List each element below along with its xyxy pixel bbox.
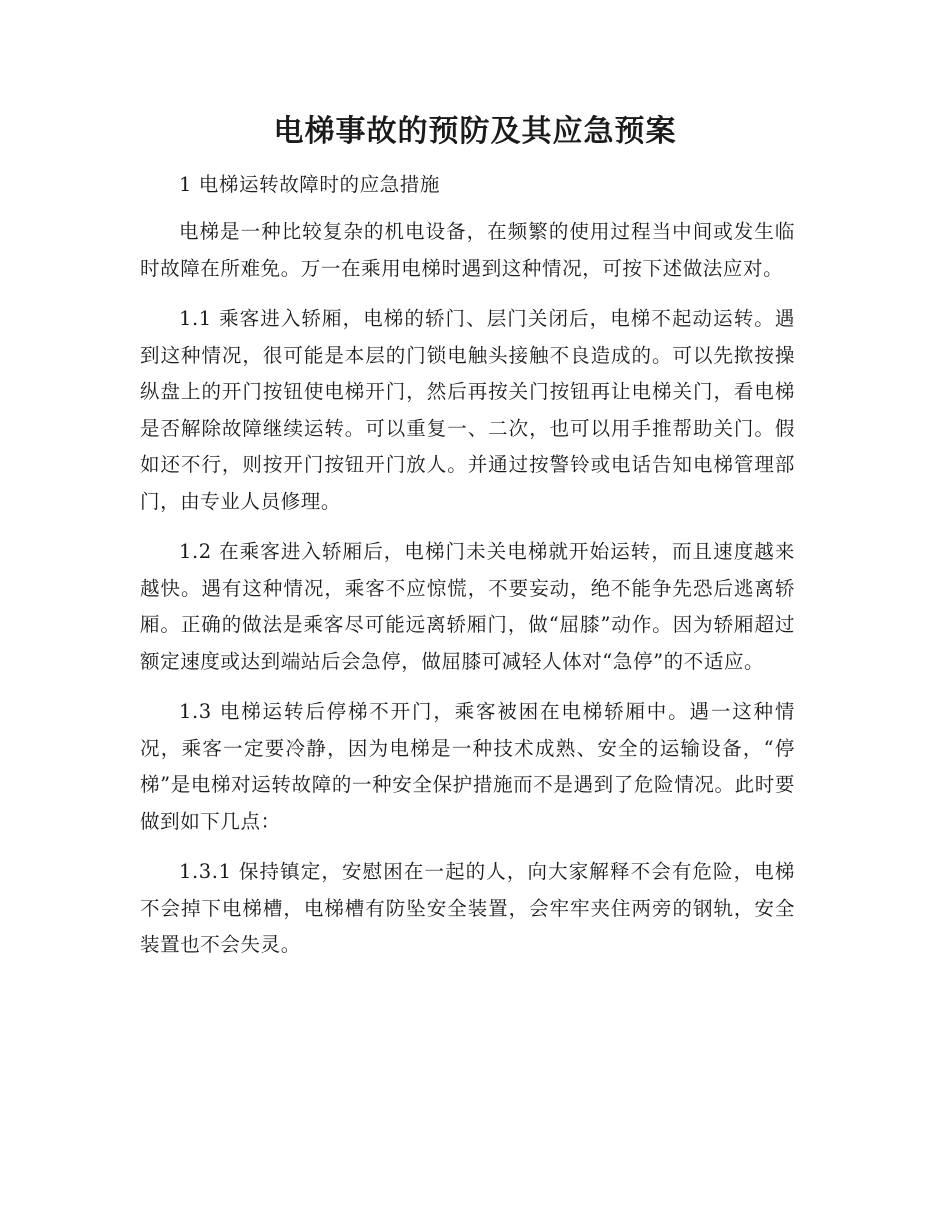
paragraph-intro: 电梯是一种比较复杂的机电设备，在频繁的使用过程当中间或发生临时故障在所难免。万一在乘用电梯时遇到这种情况，可按下述做法应对。 <box>140 220 795 280</box>
paragraph-1-3: 1.3 电梯运转后停梯不开门，乘客被困在电梯轿厢中。遇一这种情况，乘客一定要冷静，因为电梯是一种技术成熟、安全的运输设备，“停梯”是电梯对运转故障的一种安全保护措施而不是遇到了危险情况。此时要做到如下几点： <box>140 700 795 833</box>
paragraph-1-1: 1.1 乘客进入轿厢，电梯的轿门、层门关闭后，电梯不起动运转。遇到这种情况，很可能是本层的门锁电触头接触不良造成的。可以先揿按操纵盘上的开门按钮使电梯开门，然后再按关门按钮再让电梯关门，看电梯是否解除故障继续运转。可以重复一、二次，也可以用手推帮助关门。假如还不行，则按开门按钮开门放人。并通过按警铃或电话告知电梯管理部门，由专业人员修理。 <box>140 307 795 513</box>
document-title: 电梯事故的预防及其应急预案 <box>273 114 677 149</box>
paragraph-1-2: 1.2 在乘客进入轿厢后，电梯门未关电梯就开始运转，而且速度越来越快。遇有这种情况，乘客不应惊慌，不要妄动，绝不能争先恐后逃离轿厢。正确的做法是乘客尽可能远离轿厢门，做“屈膝”动作。因为轿厢超过额定速度或达到端站后会急停，做屈膝可减轻人体对“急停”的不适应。 <box>140 540 795 673</box>
document-body <box>140 170 795 978</box>
paragraph-1-3-1: 1.3.1 保持镇定，安慰困在一起的人，向大家解释不会有危险，电梯不会掉下电梯槽，电梯槽有防坠安全装置，会牢牢夹住两旁的钢轨，安全装置也不会失灵。 <box>140 860 795 956</box>
section-heading: 1 电梯运转故障时的应急措施 <box>179 173 441 196</box>
